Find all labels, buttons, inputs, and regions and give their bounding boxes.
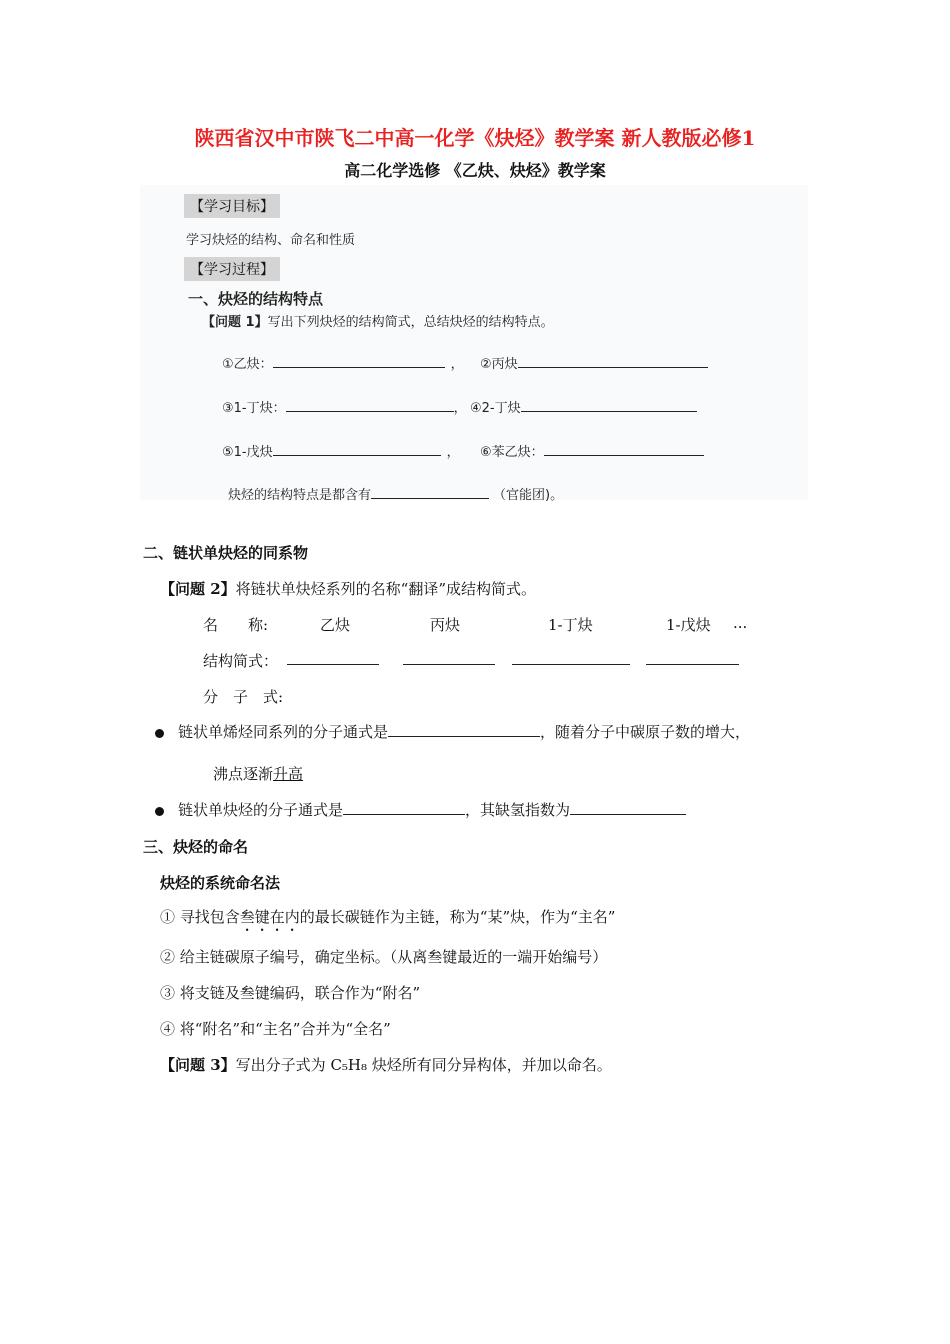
feature-suffix: （官能团)。	[493, 488, 564, 503]
question1	[202, 311, 554, 330]
name-ellipsis: ...	[733, 614, 748, 632]
section2-heading: 二、链状单炔烃的同系物	[143, 544, 309, 562]
name-1-butyne: 1-丁炔	[548, 616, 593, 634]
boiling-point-line	[213, 763, 303, 784]
bullet-text: ，其缺氢指数为	[465, 801, 571, 819]
item-label: ④2-丁炔	[470, 401, 521, 416]
embedded-worksheet-image	[140, 185, 808, 503]
item-acetylene	[222, 353, 464, 372]
boiling-point-answer: 升高	[273, 765, 304, 783]
formula-row-label: 分 子 式:	[203, 688, 284, 706]
answer-blank[interactable]	[286, 399, 454, 412]
bullet-alkyne-formula	[155, 799, 686, 820]
structure-blank[interactable]	[512, 652, 630, 665]
separator: ，	[446, 445, 460, 460]
bullet-text: 链状单烯烃同系列的分子通式是	[178, 723, 389, 741]
answer-blank[interactable]	[544, 443, 704, 456]
bullet-icon	[155, 729, 164, 738]
learning-goal-text: 学习炔烃的结构、命名和性质	[186, 233, 356, 248]
document-title: 陕西省汉中市陕飞二中高一化学《炔烃》教学案 新人教版必修1	[194, 126, 756, 150]
separator: ，	[450, 357, 464, 372]
bullet-text: 链状单炔烃的分子通式是	[178, 801, 344, 819]
name-ethyne: 乙炔	[320, 616, 351, 634]
item-label: ①乙炔：	[222, 357, 273, 372]
answer-blank[interactable]	[521, 399, 697, 412]
step-text: 的最长碳链作为主链，称为“某”炔，作为“主名”	[299, 908, 616, 926]
structure-feature-line	[228, 484, 563, 503]
functional-group-blank[interactable]	[371, 486, 489, 499]
answer-blank[interactable]	[388, 724, 540, 737]
answer-blank[interactable]	[273, 355, 445, 368]
item-label: ③1-丁炔：	[222, 401, 286, 416]
separator: ，	[453, 401, 467, 416]
section3-heading: 三、炔烃的命名	[143, 838, 249, 856]
question2-label: 【问题 2】	[160, 580, 236, 598]
structure-blank[interactable]	[287, 652, 379, 665]
answer-blank[interactable]	[343, 802, 465, 815]
name-row-label: 名 称:	[203, 616, 269, 634]
bullet-alkene-formula	[155, 721, 750, 742]
item-1-butyne	[222, 397, 467, 416]
bullet-text: ，随着分子中碳原子数的增大，	[540, 723, 751, 741]
learning-process-tag: 【学习过程】	[184, 257, 280, 281]
structure-blank[interactable]	[403, 652, 495, 665]
name-propyne: 丙炔	[430, 616, 461, 634]
structure-row-label: 结构简式：	[203, 652, 279, 670]
learning-goal-tag: 【学习目标】	[184, 194, 280, 218]
structure-blank[interactable]	[646, 652, 739, 665]
step-text: ① 寻找包含	[160, 908, 240, 926]
naming-step-2: ② 给主链碳原子编号，确定坐标。（从离叁键最近的一端开始编号）	[160, 948, 608, 966]
question1-text: 写出下列炔烃的结构简式，总结炔烃的结构特点。	[267, 315, 554, 330]
bullet-icon	[155, 807, 164, 816]
naming-step-4: ④ 将“附名”和“主名”合并为“全名”	[160, 1020, 391, 1038]
item-label: ⑤1-戊炔	[222, 445, 273, 460]
question1-label: 【问题 1】	[202, 315, 268, 330]
item-propyne	[480, 353, 708, 372]
boiling-point-text: 沸点逐渐	[213, 765, 274, 783]
item-phenylacetylene	[480, 441, 704, 460]
item-1-pentyne	[222, 441, 460, 460]
question2	[160, 578, 536, 599]
item-label: ②丙炔	[480, 357, 518, 372]
question3	[160, 1054, 612, 1075]
item-2-butyne	[470, 397, 697, 416]
step-emphasis: 叁键在内	[239, 908, 300, 926]
question3-text: 写出分子式为 C₅H₈ 炔烃所有同分异构体，并加以命名。	[235, 1056, 612, 1074]
naming-step-1	[160, 906, 615, 935]
question2-text: 将链状单炔烃系列的名称“翻译”成结构简式。	[235, 580, 537, 598]
naming-step-3: ③ 将支链及叁键编码，联合作为“附名”	[160, 984, 421, 1002]
name-1-pentyne: 1-戊炔	[666, 616, 711, 634]
section1-heading: 一、炔烃的结构特点	[188, 290, 324, 308]
naming-method-heading: 炔烃的系统命名法	[160, 874, 281, 892]
question3-label: 【问题 3】	[160, 1056, 236, 1074]
item-label: ⑥苯乙炔：	[480, 445, 544, 460]
document-subtitle: 高二化学选修 《乙炔、炔烃》教学案	[344, 161, 606, 180]
feature-prefix: 炔烃的结构特点是都含有	[228, 488, 372, 503]
answer-blank[interactable]	[570, 802, 686, 815]
answer-blank[interactable]	[518, 355, 708, 368]
answer-blank[interactable]	[273, 443, 441, 456]
